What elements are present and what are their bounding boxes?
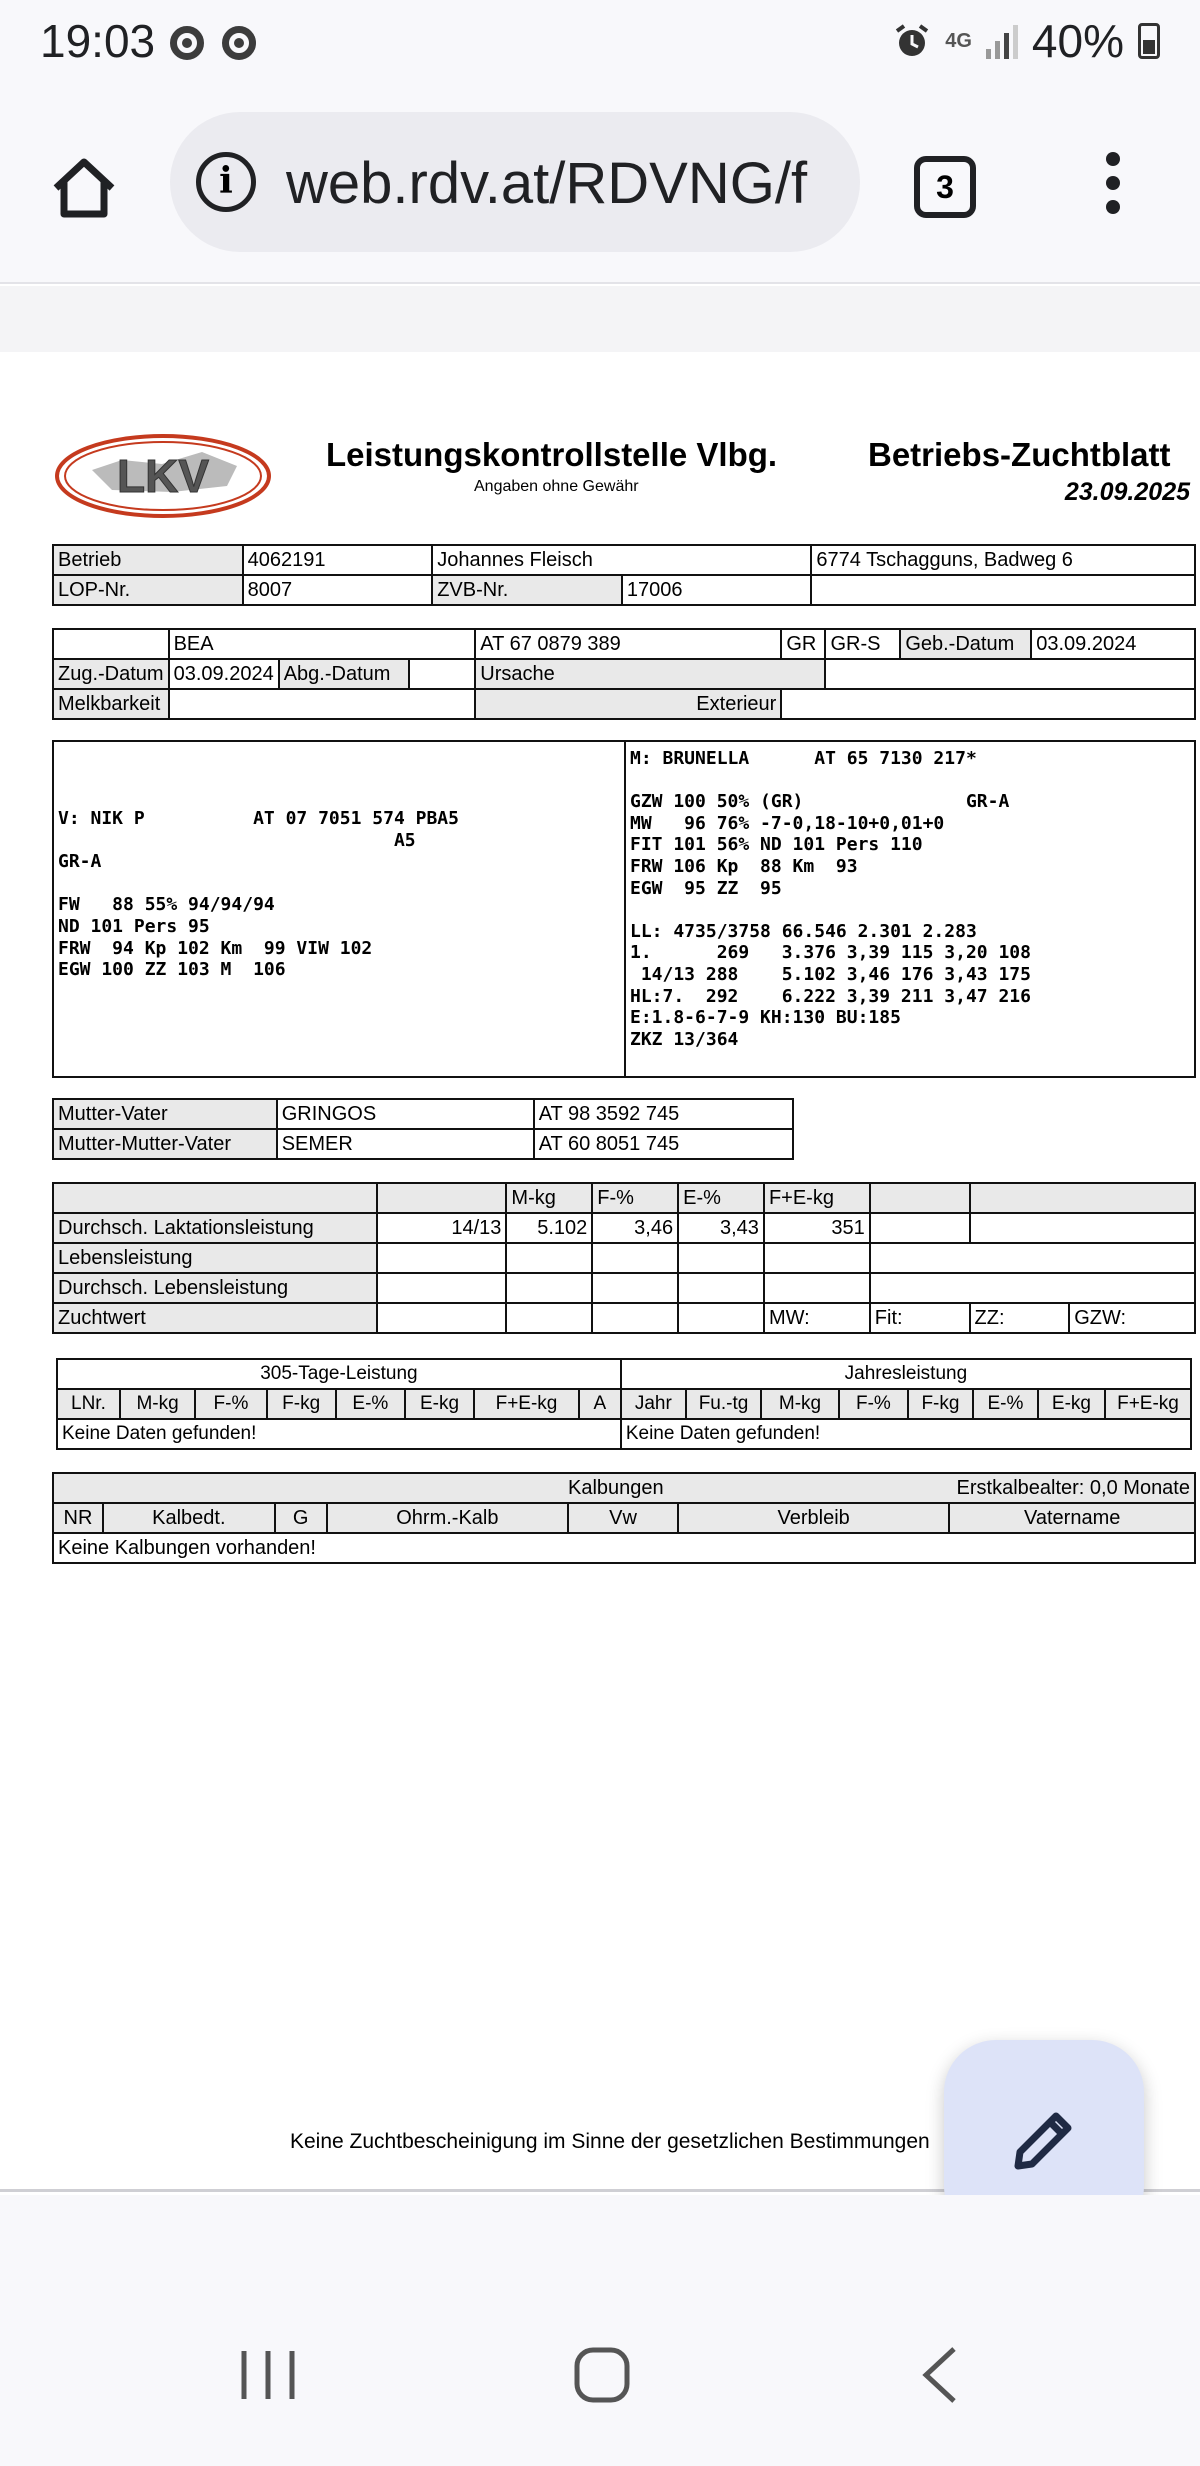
recent-apps-icon[interactable] [238, 2347, 298, 2403]
lactation-col-header: M-kg [120, 1389, 195, 1419]
exterieur-value [781, 689, 1195, 719]
zw-mw: MW: [764, 1303, 870, 1333]
pencil-icon [1006, 2102, 1082, 2178]
zw-gzw: GZW: [1069, 1303, 1195, 1333]
farm-address: 6774 Tschagguns, Badweg 6 [811, 545, 1195, 575]
abg-value [409, 659, 475, 689]
table-row: Lebensleistung [53, 1243, 1195, 1273]
lactation-col-header: E-% [336, 1389, 405, 1419]
col-fp: F-% [592, 1183, 678, 1213]
network-type: 4G [945, 29, 972, 52]
doc-date: 23.09.2025 [1064, 478, 1190, 506]
url-bar[interactable] [170, 112, 860, 252]
pdf-document [0, 352, 1200, 2192]
calvings-title: Kalbungen [568, 1477, 664, 1499]
lactation-year-empty: Keine Daten gefunden! [621, 1419, 1191, 1449]
status-bar [0, 0, 1200, 90]
battery-icon [1138, 23, 1160, 59]
farmer-name: Johannes Fleisch [432, 545, 811, 575]
calvings-col-header: Ohrm.-Kalb [327, 1503, 569, 1533]
mmv-label: Mutter-Mutter-Vater [53, 1129, 277, 1159]
table-row: Durchsch. Lebensleistung [53, 1273, 1195, 1303]
zvb-value: 17006 [622, 575, 812, 605]
org-title: Leistungskontrollstelle Vlbg. [326, 436, 778, 473]
animal-breed-detail: GR-S [825, 629, 900, 659]
zug-label: Zug.-Datum [53, 659, 169, 689]
calvings-table [52, 1472, 1196, 1564]
col-fekg: F+E-kg [764, 1183, 870, 1213]
lactation-305-empty: Keine Daten gefunden! [57, 1419, 621, 1449]
overflow-menu-icon[interactable] [1098, 152, 1128, 224]
calvings-col-header: Kalbedt. [103, 1503, 275, 1533]
calvings-col-header: Verbleib [678, 1503, 949, 1533]
geb-value: 03.09.2024 [1031, 629, 1195, 659]
chrome-icon [170, 26, 204, 60]
home-icon[interactable] [48, 152, 120, 224]
mv-name: GRINGOS [277, 1099, 534, 1129]
calvings-col-header: Vw [568, 1503, 678, 1533]
battery-percent: 40% [1031, 15, 1124, 67]
lactation-col-header: LNr. [57, 1389, 120, 1419]
abg-label: Abg.-Datum [279, 659, 409, 689]
home-nav-icon[interactable] [572, 2345, 632, 2405]
ursache-value [825, 659, 1195, 689]
svg-text:LKV: LKV [117, 450, 209, 502]
zug-value: 03.09.2024 [169, 659, 279, 689]
calvings-col-header: Vatername [949, 1503, 1195, 1533]
maternal-table [52, 1098, 794, 1160]
signal-icon [986, 23, 1018, 59]
ursache-label: Ursache [475, 659, 825, 689]
lactation-col-header: M-kg [761, 1389, 839, 1419]
dam-info: M: BRUNELLA AT 65 7130 217* GZW 100 50% (GR) GR-A MW 96 76% -7-0,18-10+0,01+0 FIT 101 56% ND 101 Pers 110 FRW 106 Kp 88 Km 93 EGW 95 ZZ 95 LL: 4735/3758 66.546 2.301 2.283 1. 269 3.376 3,39 115 3,20 108 14/13 288 5.102 3,46 176 3,43 175 HL:7. 292 6.222 3,39 211 3,47 216 E:1.8-6-7-9 KH:130 BU:185 ZKZ 13/364 [630, 748, 1031, 1050]
back-icon[interactable] [918, 2345, 962, 2405]
melk-label: Melkbarkeit [53, 689, 169, 719]
lactation-col-header: A [579, 1389, 621, 1419]
betrieb-value: 4062191 [243, 545, 433, 575]
lactation-col-header: E-% [973, 1389, 1038, 1419]
clock: 19:03 [40, 15, 156, 67]
mv-id: AT 98 3592 745 [534, 1099, 793, 1129]
lop-value: 8007 [243, 575, 433, 605]
lactation-col-header: F-kg [908, 1389, 973, 1419]
animal-breed: GR [781, 629, 825, 659]
lactation-305-title: 305-Tage-Leistung [57, 1359, 621, 1389]
calvings-col-header: NR [53, 1503, 103, 1533]
footer-note: Keine Zuchtbescheinigung im Sinne der gesetzlichen Bestimmungen [290, 2130, 930, 2153]
lactation-table [56, 1358, 1192, 1450]
url-text[interactable]: web.rdv.at/RDVNG/f [286, 151, 808, 216]
page-top-margin [0, 286, 1200, 352]
lop-label: LOP-Nr. [53, 575, 243, 605]
alarm-icon [893, 22, 931, 60]
farm-table [52, 544, 1196, 606]
lactation-col-header: E-kg [405, 1389, 474, 1419]
first-calving-age: Erstkalbealter: 0,0 Monate [956, 1477, 1190, 1499]
performance-table [52, 1182, 1196, 1334]
lactation-col-header: F+E-kg [1105, 1389, 1191, 1419]
mmv-id: AT 60 8051 745 [534, 1129, 793, 1159]
melk-value [169, 689, 476, 719]
lkv-logo [52, 430, 274, 522]
doc-title: Betriebs-Zuchtblatt [868, 436, 1171, 473]
disclaimer: Angaben ohne Gewähr [474, 478, 639, 495]
mv-label: Mutter-Vater [53, 1099, 277, 1129]
col-mkg: M-kg [506, 1183, 592, 1213]
system-nav-bar [0, 2195, 1200, 2466]
lactation-col-header: F-% [839, 1389, 908, 1419]
site-info-icon[interactable]: i [196, 152, 256, 212]
lactation-year-title: Jahresleistung [621, 1359, 1191, 1389]
table-row: Zuchtwert MW: Fit: ZZ: GZW: [53, 1303, 1195, 1333]
betrieb-label: Betrieb [53, 545, 243, 575]
lactation-col-header: Fu.-tg [686, 1389, 761, 1419]
lactation-col-header: F+E-kg [474, 1389, 579, 1419]
animal-name: BEA [169, 629, 476, 659]
col-ep: E-% [678, 1183, 764, 1213]
pedigree-box [52, 740, 1196, 1078]
lactation-col-header: E-kg [1038, 1389, 1105, 1419]
lactation-col-header: F-% [195, 1389, 266, 1419]
calvings-col-header: G [275, 1503, 327, 1533]
exterieur-label: Exterieur [475, 689, 781, 719]
sire-info: V: NIK P AT 07 7051 574 PBA5 A5 GR-A FW 88 55% 94/94/94 ND 101 Pers 95 FRW 94 Kp 102 Km 99 VIW 102 EGW 100 ZZ 103 M 106 [58, 808, 459, 981]
chrome-icon [222, 26, 256, 60]
zw-fit: Fit: [870, 1303, 970, 1333]
zvb-label: ZVB-Nr. [432, 575, 622, 605]
geb-label: Geb.-Datum [900, 629, 1031, 659]
lactation-col-header: Jahr [621, 1389, 686, 1419]
zw-zz: ZZ: [970, 1303, 1070, 1333]
animal-id: AT 67 0879 389 [475, 629, 781, 659]
calvings-empty: Keine Kalbungen vorhanden! [53, 1533, 1195, 1563]
tab-switcher-button[interactable]: 3 [914, 156, 976, 218]
animal-table [52, 628, 1196, 720]
lactation-col-header: F-kg [267, 1389, 336, 1419]
browser-toolbar [0, 90, 1200, 284]
mmv-name: SEMER [277, 1129, 534, 1159]
table-row: Durchsch. Laktationsleistung 14/13 5.102 3,46 3,43 351 [53, 1213, 1195, 1243]
